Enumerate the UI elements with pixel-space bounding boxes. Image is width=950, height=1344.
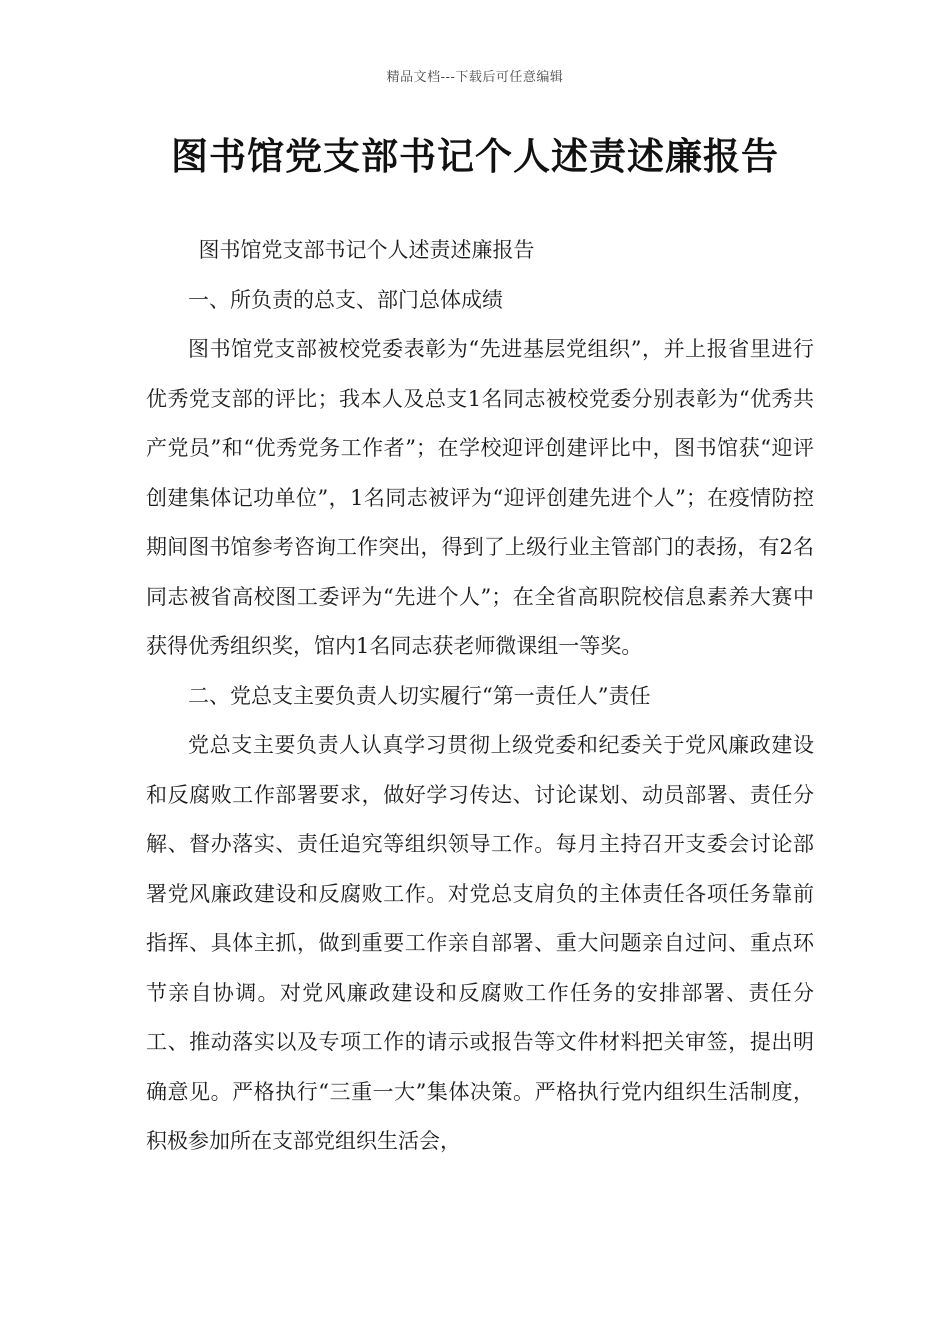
header-note: 精品文档---下载后可任意编辑	[386, 70, 564, 85]
document-body	[146, 226, 814, 1167]
document-subtitle: 图书馆党支部书记个人述责述廉报告	[198, 238, 535, 262]
section-1-paragraph: 图书馆党支部被校党委表彰为“先进基层党组织”，并上报省里进行优秀党支部的评比；我本人及总支1名同志被校党委分别表彰为“优秀共产党员”和“优秀党务工作者”；在学校迎评创建评比中，图书馆获“迎评创建集体记功单位”，1名同志被评为“迎评创建先进个人”；在疫情防控期间图书馆参考咨询工作突出，得到了上级行业主管部门的表扬，有2名同志被省高校图工委评为“先进个人”；在全省高职院校信息素养大赛中获得优秀组织奖，馆内1名同志获老师微课组一等奖。	[146, 337, 814, 658]
section-2-heading: 二、党总支主要负责人切实履行“第一责任人”责任	[188, 683, 651, 708]
document-title: 图书馆党支部书记个人述责述廉报告	[171, 135, 779, 178]
section-2-paragraph: 党总支主要负责人认真学习贯彻上级党委和纪委关于党风廉政建设和反腐败工作部署要求，做好学习传达、讨论谋划、动员部署、责任分解、督办落实、责任追究等组织领导工作。每月主持召开支委会讨论部署党风廉政建设和反腐败工作。对党总支肩负的主体责任各项任务靠前指挥、具体主抓，做到重要工作亲自部署、重大问题亲自过问、重点环节亲自协调。对党风廉政建设和反腐败工作任务的安排部署、责任分工、推动落实以及专项工作的请示或报告等文件材料把关审签，提出明确意见。严格执行“三重一大”集体决策。严格执行党内组织生活制度，积极参加所在支部党组织生活会，	[146, 733, 814, 1153]
section-1-heading: 一、所负责的总支、部门总体成绩	[188, 287, 503, 312]
